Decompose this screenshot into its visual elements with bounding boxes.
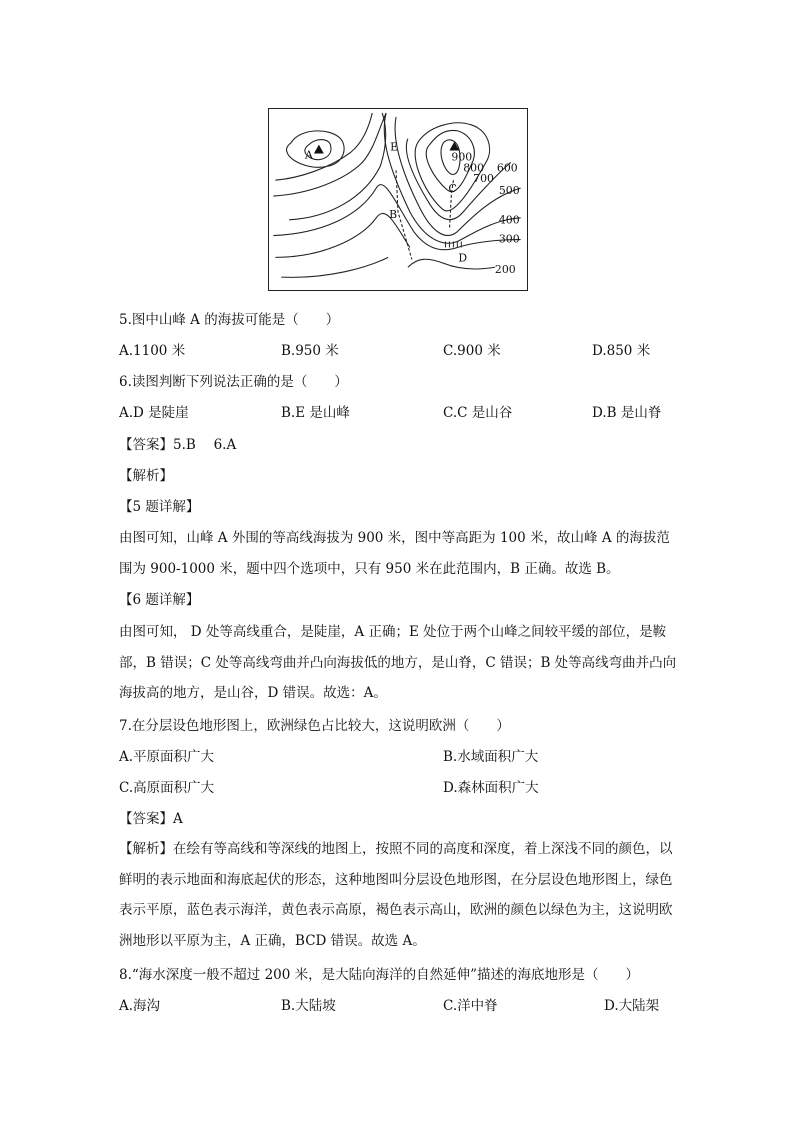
label-500: 500 [498, 184, 520, 198]
question-5-option-c: C.900 米 [443, 343, 501, 359]
label-400: 400 [498, 213, 520, 227]
question-8-option-c: C.洋中脊 [443, 998, 498, 1014]
contour-200 [408, 259, 495, 269]
question-7-option-c: C.高原面积广大 [119, 780, 215, 796]
answer-7: 【答案】A [119, 811, 183, 827]
contour-map [268, 108, 528, 291]
analysis-heading: 【解析】 [119, 468, 173, 484]
detail-5-text: 由图可知，山峰 A 外围的等高线海拔为 900 米，图中等高距为 100 米，故山峰 A 的海拔范围为 900-1000 米，题中四个选项中，只有 950 米在此范围内，B 正确。故选 B。 [119, 530, 670, 577]
label-700: 700 [473, 172, 494, 186]
label-800: 800 [463, 161, 485, 175]
label-200: 200 [494, 263, 516, 277]
detail-5-heading: 【5 题详解】 [119, 499, 200, 515]
label-d: D [458, 251, 468, 265]
label-e: E [390, 140, 399, 154]
question-5-option-a: A.1100 米 [119, 343, 186, 359]
question-6-option-b: B.E 是山峰 [281, 405, 350, 421]
detail-6-heading: 【6 题详解】 [119, 592, 200, 608]
question-7-option-a: A.平原面积广大 [119, 749, 215, 765]
peak-a-triangle [314, 145, 324, 154]
label-300: 300 [498, 232, 520, 246]
question-6-option-d: D.B 是山脊 [592, 405, 662, 421]
question-6-stem: 6.读图判断下列说法正确的是（ ） [119, 374, 348, 390]
question-8-option-a: A.海沟 [119, 998, 161, 1014]
question-5-stem: 5.图中山峰 A 的海拔可能是（ ） [119, 312, 340, 328]
question-8-option-b: B.大陆坡 [281, 998, 336, 1014]
label-600: 600 [496, 161, 518, 175]
label-b: B [389, 207, 398, 221]
question-6-option-c: C.C 是山谷 [443, 405, 513, 421]
question-7-option-b: B.水域面积广大 [443, 749, 539, 765]
contour-map-svg [269, 109, 527, 290]
detail-6-text: 由图可知， D 处等高线重合，是陡崖，A 正确；E 处位于两个山峰之间较平缓的部位，是鞍部，B 错误；C 处等高线弯曲并凸向海拔低的地方，是山脊，C 错误；B 处等高线弯曲并凸向海拔高的地方，是山谷，D 错误。故选：A。 [119, 624, 677, 701]
answer-5-6: 【答案】5.B 6.A [119, 437, 237, 453]
contour-bottom-left [281, 257, 388, 277]
label-c: C [448, 182, 457, 196]
question-8-option-d: D.大陆架 [604, 998, 660, 1014]
question-6-option-a: A.D 是陡崖 [119, 405, 189, 421]
label-900: 900 [451, 150, 473, 164]
contour-300 [289, 113, 386, 220]
label-a: A [305, 148, 313, 162]
question-7-option-d: D.森林面积广大 [443, 780, 539, 796]
question-5-option-b: B.950 米 [281, 343, 339, 359]
question-7-stem: 7.在分层设色地形图上，欧洲绿色占比较大，这说明欧洲（ ） [119, 718, 510, 734]
question-5-option-d: D.850 米 [592, 343, 651, 359]
contour-left-1 [275, 113, 372, 180]
analysis-7-text: 【解析】在绘有等高线和等深线的地图上，按照不同的高度和深度，着上深浅不同的颜色，以鲜明的表示地面和海底起伏的形态，这种地图叫分层设色地形图，在分层设色地形图上，绿色表示平原，蓝色表示海洋，黄色表示高原，褐色表示高山，欧洲的颜色以绿色为主，这说明欧洲地形以平原为主，A 正确，BCD 错误。故选 A。 [119, 841, 673, 949]
question-8-stem: 8.“海水深度一般不超过 200 米，是大陆向海洋的自然延伸”描述的海底地形是（ ） [119, 967, 640, 983]
